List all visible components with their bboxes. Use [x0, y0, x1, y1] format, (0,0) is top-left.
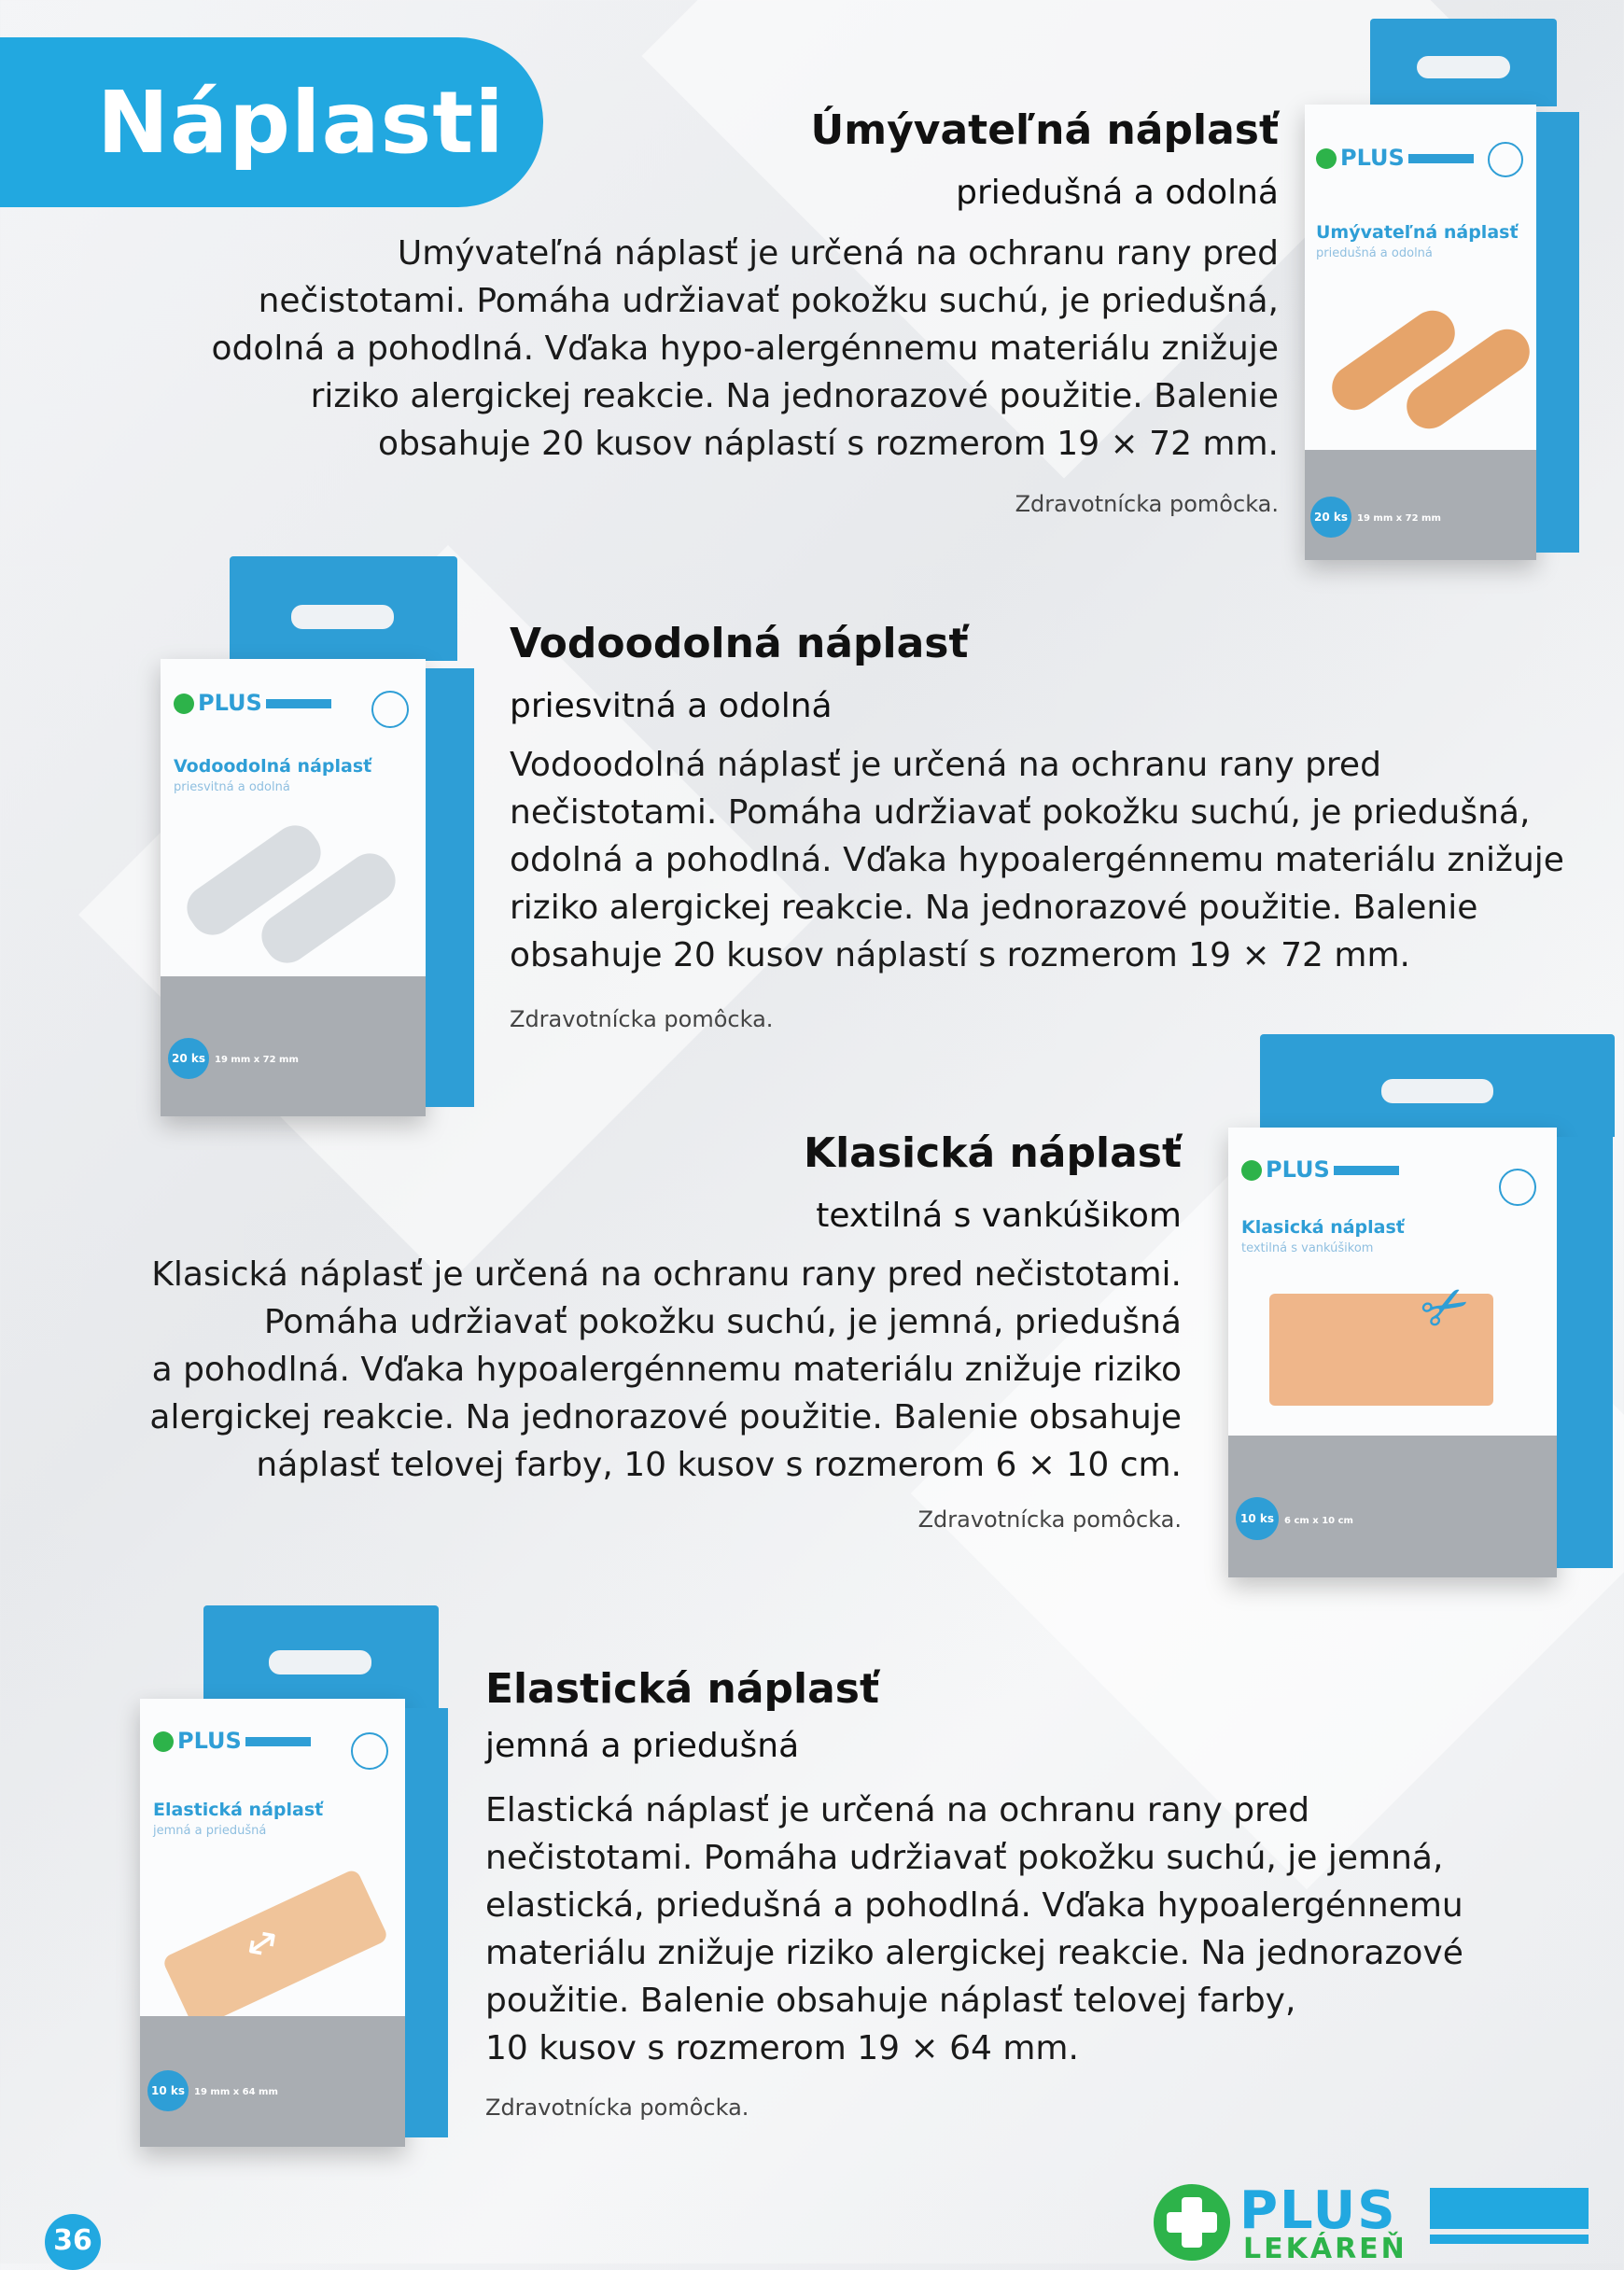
description-line: 10 kusov s rozmerom 19 × 64 mm. [485, 2029, 1079, 2067]
box-side [1557, 1137, 1613, 1568]
box-front [161, 659, 426, 1116]
product-subtitle: textilná s vankúšikom [816, 1197, 1182, 1235]
seal-icon [1499, 1169, 1536, 1206]
product-subtitle: jemná a priedušná [485, 1727, 800, 1765]
brand-stripe [1430, 2188, 1589, 2229]
box-hanger-tab [230, 556, 457, 661]
product-box-image [1305, 19, 1585, 579]
box-dimensions: 6 cm x 10 cm [1284, 1516, 1353, 1526]
description-line: alergickej reakcie. Na jednorazové použitie. Balenie obsahuje [149, 1398, 1182, 1436]
brand-stripe [1430, 2235, 1589, 2244]
box-product-subtitle: jemná a priedušná [153, 1824, 267, 1838]
box-hanger-tab [203, 1605, 439, 1708]
description-line: nečistotami. Pomáha udržiavať pokožku suchú, je priedušná, [510, 793, 1531, 832]
description-line: elastická, priedušná a pohodlná. Vďaka hypoalergénnemu [485, 1886, 1463, 1925]
product-description [510, 741, 1564, 979]
product-title: Klasická náplasť [803, 1129, 1182, 1177]
cross-icon [174, 694, 194, 714]
medical-device-note: Zdravotnícka pomôcka. [917, 1506, 1182, 1533]
box-logo: PLUS [1316, 147, 1474, 169]
count-badge: 10 ks [147, 2070, 189, 2111]
description-line: materiálu znižuje riziko alergickej reakcie. Na jednorazové [485, 1934, 1463, 1972]
box-dimensions: 19 mm x 64 mm [194, 2087, 278, 2097]
page-title: Náplasti [97, 73, 505, 173]
box-hanger-tab [1260, 1034, 1615, 1137]
box-hanger-tab [1370, 19, 1557, 106]
description-line: náplasť telovej farby, 10 kusov s rozmerom 6 × 10 cm. [256, 1446, 1182, 1484]
box-side [405, 1708, 448, 2137]
product-subtitle: priesvitná a odolná [510, 687, 833, 725]
count-badge: 20 ks [168, 1038, 209, 1079]
box-bottom-band [1228, 1436, 1557, 1577]
description-line: nečistotami. Pomáha udržiavať pokožku suchú, je priedušná, [258, 282, 1279, 320]
description-line: a pohodlná. Vďaka hypoalergénnemu materiálu znižuje riziko [151, 1351, 1182, 1389]
product-description [211, 230, 1279, 468]
box-logo: PLUS [174, 693, 331, 714]
description-line: obsahuje 20 kusov náplastí s rozmerom 19 × 72 mm. [378, 425, 1279, 463]
seal-icon [1488, 142, 1523, 177]
description-line: odolná a pohodlná. Vďaka hypo-alergénnemu materiálu znižuje [211, 329, 1279, 368]
box-side [426, 668, 474, 1107]
medical-device-note: Zdravotnícka pomôcka. [510, 1006, 774, 1032]
product-title: Vodoodolná náplasť [510, 620, 969, 667]
scissors-icon: ✂ [1408, 1268, 1483, 1348]
count-badge: 10 ks [1236, 1497, 1279, 1540]
product-description [485, 1787, 1463, 2072]
box-front [1228, 1128, 1557, 1577]
description-line: Pomáha udržiavať pokožku suchú, je jemná, priedušná [263, 1303, 1182, 1341]
box-product-subtitle: textilná s vankúšikom [1241, 1241, 1374, 1255]
product-box-image [1228, 1034, 1620, 1594]
seal-icon [351, 1732, 388, 1770]
cross-icon [1241, 1160, 1262, 1181]
brand-logo [1154, 2182, 1592, 2263]
description-line: Vodoodolná náplasť je určená na ochranu rany pred [510, 746, 1381, 784]
description-line: Umývateľná náplasť je určená na ochranu rany pred [397, 234, 1279, 273]
product-box-image [161, 556, 478, 1135]
product-box-image [140, 1605, 448, 2165]
box-front [140, 1699, 405, 2147]
product-subtitle: priedušná a odolná [956, 174, 1279, 212]
box-product-name: Umývateľná náplasť [1316, 222, 1519, 243]
box-front [1305, 105, 1536, 560]
medical-device-note: Zdravotnícka pomôcka. [485, 2095, 749, 2121]
product-title: Elastická náplasť [485, 1665, 879, 1713]
description-line: riziko alergickej reakcie. Na jednorazové použitie. Balenie [510, 889, 1478, 927]
description-line: Klasická náplasť je určená na ochranu rany pred nečistotami. [151, 1255, 1182, 1294]
box-product-subtitle: priedušná a odolná [1316, 246, 1433, 260]
box-dimensions: 19 mm x 72 mm [215, 1055, 299, 1065]
cross-icon [153, 1731, 174, 1752]
stretch-arrow-icon: ↔ [233, 1913, 290, 1972]
description-line: riziko alergickej reakcie. Na jednorazové použitie. Balenie [310, 377, 1279, 415]
brand-plus-text: PLUS [1239, 2180, 1397, 2241]
brand-lekaren-text: LEKÁREŇ [1243, 2233, 1407, 2265]
box-dimensions: 19 mm x 72 mm [1357, 513, 1441, 524]
medical-device-note: Zdravotnícka pomôcka. [1015, 491, 1279, 517]
description-line: odolná a pohodlná. Vďaka hypoalergénnemu materiálu znižuje [510, 841, 1564, 879]
page-number: 36 [45, 2214, 101, 2270]
description-line: obsahuje 20 kusov náplastí s rozmerom 19 × 72 mm. [510, 936, 1410, 974]
cross-icon [1316, 148, 1337, 169]
box-logo: PLUS [1241, 1159, 1399, 1181]
product-description [149, 1251, 1182, 1489]
cross-icon [1154, 2184, 1230, 2261]
box-product-name: Klasická náplasť [1241, 1217, 1405, 1238]
product-title: Úmývateľná náplasť [810, 106, 1279, 154]
seal-icon [371, 691, 409, 728]
box-side [1536, 112, 1579, 553]
description-line: nečistotami. Pomáha udržiavať pokožku suchú, je jemná, [485, 1839, 1444, 1877]
count-badge: 20 ks [1310, 497, 1351, 538]
box-product-subtitle: priesvitná a odolná [174, 780, 290, 794]
box-product-name: Vodoodolná náplasť [174, 756, 372, 777]
box-logo: PLUS [153, 1731, 311, 1752]
box-product-name: Elastická náplasť [153, 1800, 324, 1820]
description-line: Elastická náplasť je určená na ochranu rany pred [485, 1791, 1310, 1829]
description-line: použitie. Balenie obsahuje náplasť telovej farby, [485, 1982, 1296, 2020]
